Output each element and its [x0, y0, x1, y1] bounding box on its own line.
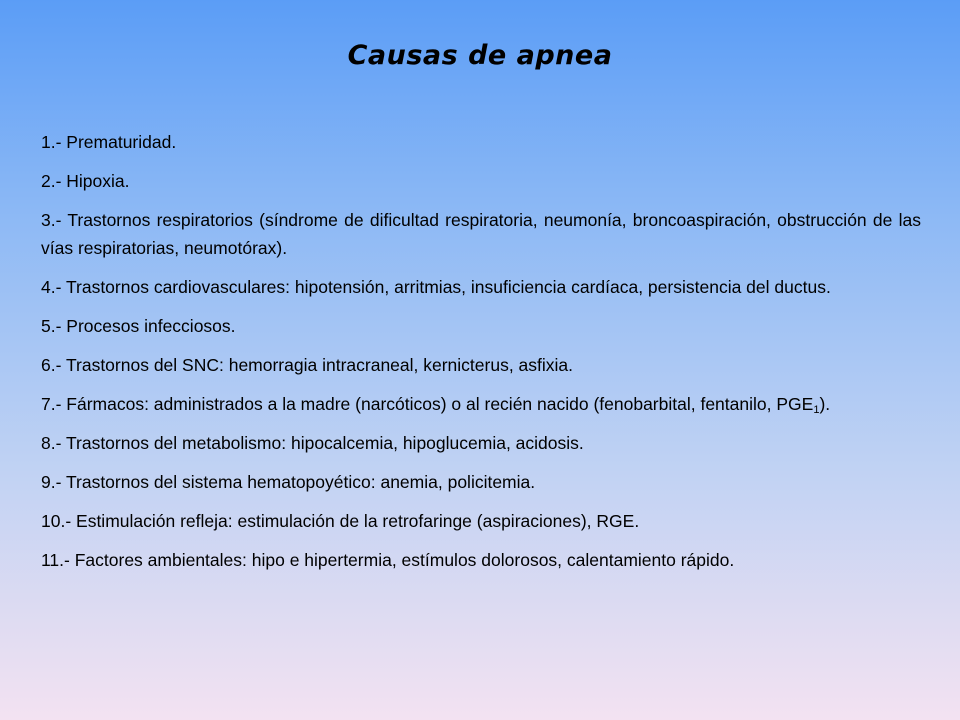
- item-tail: ).: [819, 394, 831, 414]
- list-item: [41, 167, 921, 195]
- item-text: 5.- Procesos infecciosos.: [41, 316, 236, 336]
- list-item: [41, 546, 921, 574]
- item-text: 2.- Hipoxia.: [41, 171, 130, 191]
- item-text: 11.- Factores ambientales: hipo e hipertermia, estímulos dolorosos, calentamiento rápido.: [41, 550, 735, 570]
- item-text: 8.- Trastornos del metabolismo: hipocalcemia, hipoglucemia, acidosis.: [41, 433, 584, 453]
- item-text: 4.- Trastornos cardiovasculares: hipotensión, arritmias, insuficiencia cardíaca, persistencia del ductus.: [41, 277, 831, 297]
- item-text: 9.- Trastornos del sistema hematopoyético: anemia, policitemia.: [41, 472, 536, 492]
- list-item: [41, 206, 921, 262]
- item-text: 1.- Prematuridad.: [41, 132, 177, 152]
- item-text: 10.- Estimulación refleja: estimulación de la retrofaringe (aspiraciones), RGE.: [41, 511, 640, 531]
- list-item: [41, 312, 921, 340]
- list-item: [41, 351, 921, 379]
- causes-list: [41, 128, 921, 585]
- list-item: [41, 128, 921, 156]
- list-item: [41, 429, 921, 457]
- subscript: 1: [813, 404, 820, 416]
- slide-title: Causas de apnea: [347, 40, 613, 71]
- list-item: [41, 273, 921, 301]
- item-text: 7.- Fármacos: administrados a la madre (narcóticos) o al recién nacido (fenobarbital, fentanilo, PGE: [41, 394, 814, 414]
- list-item: [41, 507, 921, 535]
- list-item: [41, 390, 921, 418]
- item-text: 3.- Trastornos respiratorios (síndrome de dificultad respiratoria, neumonía, broncoaspiración, obstrucción de las vías respiratorias, neumotórax).: [41, 210, 921, 258]
- list-item: [41, 468, 921, 496]
- item-text: 6.- Trastornos del SNC: hemorragia intracraneal, kernicterus, asfixia.: [41, 355, 574, 375]
